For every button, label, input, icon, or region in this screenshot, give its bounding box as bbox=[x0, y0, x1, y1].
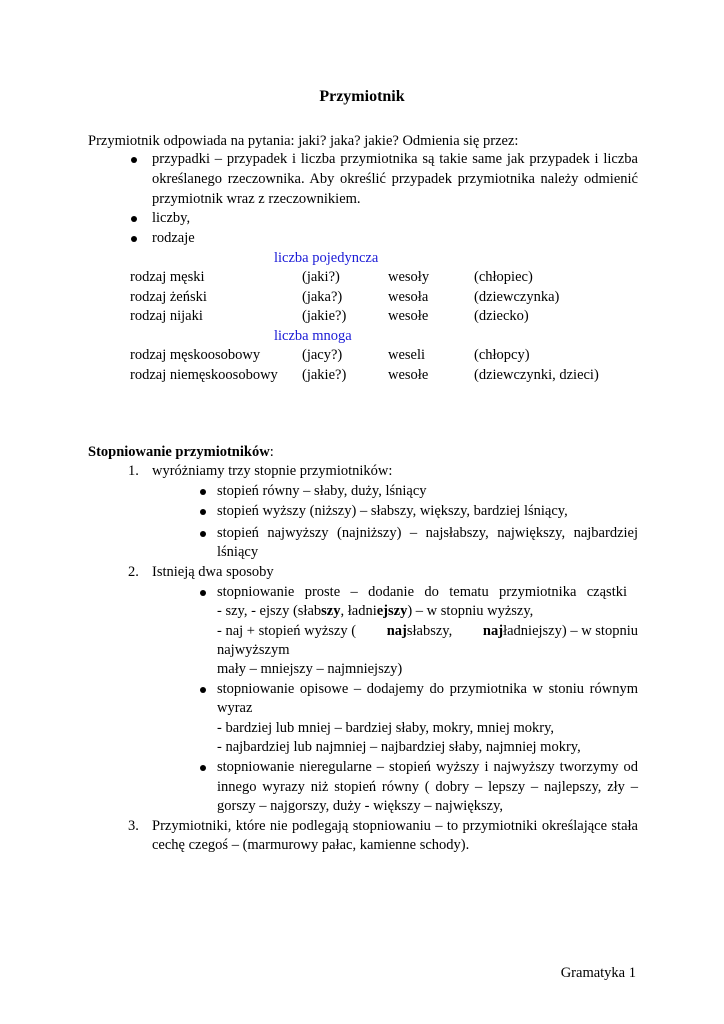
table-cell: (dziewczynka) bbox=[474, 289, 560, 305]
degree-comparative: stopień wyższy (niższy) – słabszy, większy, bardziej lśniący, bbox=[217, 503, 568, 519]
degree-superlative-line1: stopień najwyższy (najniższy) – najsłabszy, największy, najbardziej bbox=[217, 525, 638, 541]
bullet-icon bbox=[200, 590, 206, 596]
table-cell: (jakie?) bbox=[302, 308, 347, 324]
bullet-icon bbox=[200, 765, 206, 771]
bullet-icon bbox=[131, 157, 137, 163]
table-cell: rodzaj nijaki bbox=[130, 308, 203, 324]
text-run: - szy, - ejszy (słab bbox=[217, 603, 322, 619]
table-cell: rodzaj męskoosobowy bbox=[130, 347, 261, 363]
descriptive-degree-line3: - bardziej lub mniej – bardziej słaby, mokry, mniej mokry, bbox=[217, 720, 555, 736]
simple-degree-line4: najwyższym bbox=[217, 642, 290, 658]
intro-text: Przymiotnik odpowiada na pytania: jaki? jaka? jakie? Odmienia się przez: bbox=[88, 133, 519, 149]
irregular-degree-line3: gorszy – najgorszy, duży - większy – największy, bbox=[217, 798, 504, 814]
table-cell: rodzaj żeński bbox=[130, 289, 207, 305]
table-cell: (jakie?) bbox=[302, 367, 347, 383]
bullet-numbers: liczby, bbox=[152, 210, 191, 226]
table-cell: (dziecko) bbox=[474, 308, 529, 324]
bullet-icon bbox=[200, 509, 206, 515]
bullet-icon bbox=[131, 216, 137, 222]
simple-degree-line5: mały – mniejszy – najmniejszy) bbox=[217, 661, 403, 677]
text-run: - naj + stopień wyższy ( bbox=[217, 623, 357, 639]
bold-suffix: ejszy bbox=[376, 603, 408, 619]
plural-header: liczba mnoga bbox=[274, 328, 352, 344]
degree-positive: stopień równy – słaby, duży, lśniący bbox=[217, 483, 427, 499]
table-cell: wesołe bbox=[388, 367, 429, 383]
item1-text: wyróżniamy trzy stopnie przymiotników: bbox=[152, 463, 393, 479]
bold-prefix: naj bbox=[386, 623, 407, 639]
bold-prefix: naj bbox=[482, 623, 504, 639]
bullet-icon bbox=[131, 236, 137, 242]
section-heading-colon: : bbox=[269, 444, 274, 460]
bullet-cases-line2: określanego rzeczownika. Aby określić przypadek przymiotnika należy odmienić bbox=[152, 171, 638, 187]
singular-header: liczba pojedyncza bbox=[274, 250, 379, 266]
text-run: ładniejszy) – w stopniu bbox=[503, 623, 638, 639]
bold-suffix: szy bbox=[321, 603, 341, 619]
list-number: 3. bbox=[128, 818, 139, 834]
simple-degree-line1: stopniowanie proste – dodanie do tematu przymiotnika cząstki bbox=[217, 584, 627, 600]
text-run: słabszy, bbox=[406, 623, 453, 639]
table-cell: (chłopcy) bbox=[474, 347, 530, 363]
irregular-degree-line1: stopniowanie nieregularne – stopień wyższy i najwyższy tworzymy od bbox=[217, 759, 638, 775]
item2-text: Istnieją dwa sposoby bbox=[152, 564, 274, 580]
table-cell: (jacy?) bbox=[302, 347, 343, 363]
bullet-cases-line1: przypadki – przypadek i liczba przymiotnika są takie same jak przypadek i liczba bbox=[152, 151, 638, 167]
descriptive-degree-line2: wyraz bbox=[217, 700, 253, 716]
bullet-icon bbox=[200, 489, 206, 495]
list-number: 1. bbox=[128, 463, 139, 479]
table-cell: weseli bbox=[388, 347, 426, 363]
page-title: Przymiotnik bbox=[319, 88, 405, 105]
text-run: , ładni bbox=[340, 603, 377, 619]
text-run-group bbox=[387, 622, 453, 641]
descriptive-degree-line1: stopniowanie opisowe – dodajemy do przymiotnika w stoniu równym bbox=[217, 681, 638, 697]
text-run-group bbox=[483, 622, 638, 641]
table-cell: wesołe bbox=[388, 308, 429, 324]
text-run: ) – w stopniu wyższy, bbox=[407, 603, 534, 619]
bullet-genders: rodzaje bbox=[152, 230, 195, 246]
simple-degree-line2 bbox=[217, 602, 533, 621]
table-cell: (jaki?) bbox=[302, 269, 340, 285]
item3-line1: Przymiotniki, które nie podlegają stopniowaniu – to przymiotniki określające stała bbox=[152, 818, 638, 834]
table-cell: (dziewczynki, dzieci) bbox=[474, 367, 599, 383]
bullet-icon bbox=[200, 687, 206, 693]
irregular-degree-line2: innego wyrazy niż stopień równy ( dobry – lepszy – najlepszy, zły – bbox=[217, 779, 638, 795]
table-cell: wesoły bbox=[388, 269, 430, 285]
bullet-cases-line3: przymiotnik wraz z rzeczownikiem. bbox=[152, 191, 361, 207]
descriptive-degree-line4: - najbardziej lub najmniej – najbardziej słaby, najmniej mokry, bbox=[217, 739, 581, 755]
table-cell: wesoła bbox=[388, 289, 429, 305]
section-heading-text: Stopniowanie przymiotników bbox=[88, 444, 270, 460]
list-number: 2. bbox=[128, 564, 139, 580]
item3-line2: cechę czegoś – (marmurowy pałac, kamienne schody). bbox=[152, 837, 470, 853]
table-cell: rodzaj męski bbox=[130, 269, 205, 285]
table-cell: (chłopiec) bbox=[474, 269, 533, 285]
table-cell: rodzaj niemęskoosobowy bbox=[130, 367, 278, 383]
page-footer: Gramatyka 1 bbox=[560, 965, 636, 981]
degree-superlative-line2: lśniący bbox=[217, 544, 259, 560]
section-heading bbox=[88, 443, 274, 462]
bullet-icon bbox=[200, 531, 206, 537]
table-cell: (jaka?) bbox=[302, 289, 343, 305]
simple-degree-line3 bbox=[217, 622, 638, 641]
